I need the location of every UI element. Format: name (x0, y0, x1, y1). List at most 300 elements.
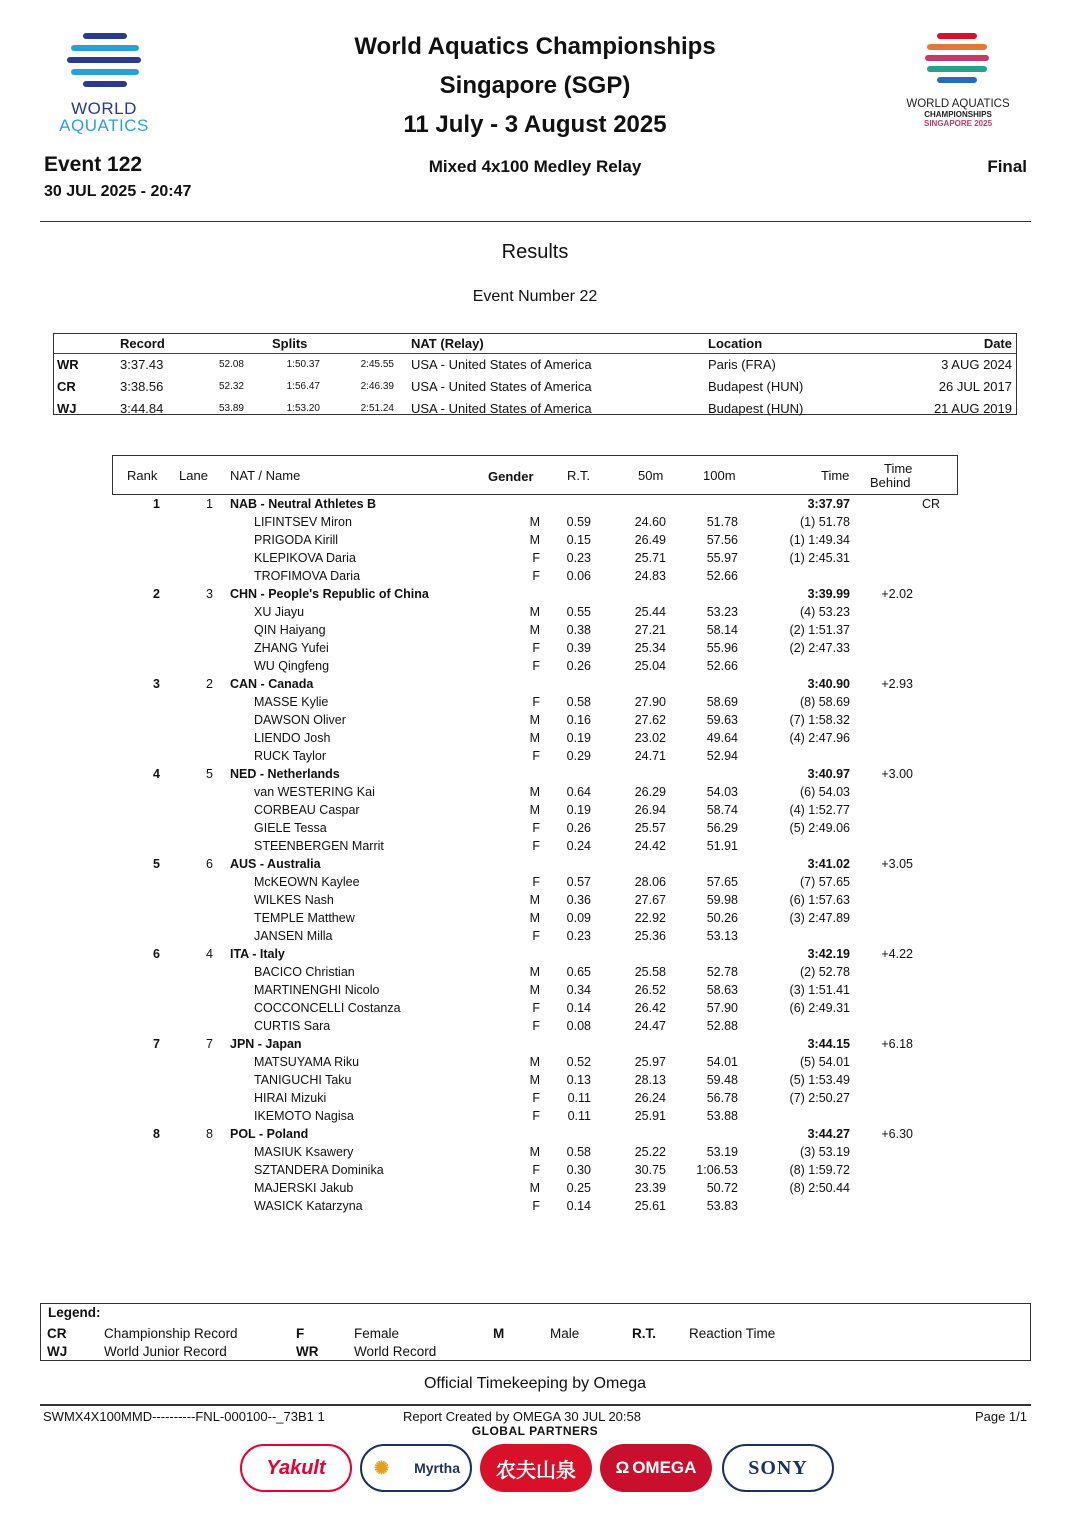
swimmer-split-100m: 53.83 (706, 1199, 738, 1213)
swimmer-gender: F (532, 551, 540, 565)
swimmer-gender: M (529, 713, 540, 727)
legend-code: R.T. (632, 1326, 657, 1341)
swimmer-split-50m: 28.13 (634, 1073, 666, 1087)
swimmer-gender: F (532, 1091, 540, 1105)
legend-desc: Male (550, 1326, 580, 1341)
omega-icon: Ω (615, 1458, 630, 1477)
header-lane: Lane (179, 468, 208, 483)
legend-desc: Reaction Time (689, 1326, 776, 1341)
swimmer-name: MASIUK Ksawery (254, 1145, 354, 1159)
swimmer-reaction-time: 0.24 (566, 839, 591, 853)
swimmer-split-50m: 30.75 (634, 1163, 666, 1177)
swimmer-split-50m: 24.47 (634, 1019, 666, 1033)
swimmer-row (0, 982, 1071, 1000)
swimmer-row (0, 514, 1071, 532)
team-row (0, 676, 1071, 694)
swimmer-gender: F (532, 929, 540, 943)
swimmer-name: MAJERSKI Jakub (254, 1181, 354, 1195)
team-record-badge: CR (921, 497, 940, 511)
swimmer-name: MATSUYAMA Riku (254, 1055, 360, 1069)
team-lane: 2 (206, 677, 213, 691)
records-header-location: Location (708, 336, 763, 351)
swimmer-reaction-time: 0.14 (566, 1199, 591, 1213)
results-body (0, 496, 1071, 1216)
record-row (54, 399, 1016, 420)
team-name: CAN - Canada (230, 677, 314, 691)
swimmer-gender: F (532, 749, 540, 763)
logo-line-1: WORLD AQUATICS (906, 98, 1010, 110)
swimmer-split-50m: 25.58 (634, 965, 666, 979)
record-s3: 2:45.55 (360, 359, 394, 370)
records-header-date: Date (983, 336, 1012, 351)
event-name: Mixed 4x100 Medley Relay (428, 157, 642, 176)
swimmer-gender: F (532, 1199, 540, 1213)
swimmer-row (0, 1090, 1071, 1108)
swimmer-reaction-time: 0.23 (566, 551, 591, 565)
swimmer-split-100m: 59.98 (706, 893, 738, 907)
header-time-behind-1: Time (884, 461, 913, 476)
swimmer-split-50m: 28.06 (634, 875, 666, 889)
swimmer-name: HIRAI Mizuki (254, 1091, 327, 1105)
swimmer-cumulative-time: (5) 1:53.49 (789, 1073, 850, 1087)
swimmer-split-100m: 49.64 (706, 731, 738, 745)
swimmer-reaction-time: 0.34 (566, 983, 591, 997)
swimmer-split-50m: 25.71 (634, 551, 666, 565)
record-nat: USA - United States of America (411, 401, 592, 416)
swimmer-row (0, 802, 1071, 820)
logo-line-2: CHAMPIONSHIPS (924, 110, 992, 119)
swimmer-split-50m: 25.91 (634, 1109, 666, 1123)
swimmer-split-50m: 26.52 (634, 983, 666, 997)
swimmer-row (0, 604, 1071, 622)
footer-divider (40, 1404, 1031, 1406)
swimmer-reaction-time: 0.29 (566, 749, 591, 763)
swimmer-name: CURTIS Sara (254, 1019, 331, 1033)
swimmer-row (0, 820, 1071, 838)
header-gender: Gender (488, 469, 534, 484)
sponsor-yakult-logo (240, 1444, 352, 1492)
swimmer-split-50m: 22.92 (634, 911, 666, 925)
swimmer-cumulative-time: (2) 52.78 (799, 965, 850, 979)
swimmer-name: BACICO Christian (254, 965, 355, 979)
swimmer-name: JANSEN Milla (254, 929, 333, 943)
swimmer-cumulative-time: (7) 57.65 (799, 875, 850, 889)
swimmer-gender: M (529, 731, 540, 745)
team-time: 3:41.02 (807, 857, 850, 871)
team-rank: 2 (153, 587, 160, 601)
record-s1: 52.08 (218, 359, 244, 370)
team-rank: 5 (153, 857, 160, 871)
swimmer-cumulative-time: (1) 51.78 (799, 515, 850, 529)
swimmer-row (0, 910, 1071, 928)
championship-title: World Aquatics Championships (354, 33, 716, 60)
swimmer-reaction-time: 0.15 (566, 533, 591, 547)
team-name: NED - Netherlands (230, 767, 340, 781)
swimmer-name: WASICK Katarzyna (254, 1199, 363, 1213)
swimmer-cumulative-time: (3) 53.19 (799, 1145, 850, 1159)
sponsor-omega-text: OMEGA (632, 1458, 697, 1477)
header-50m: 50m (638, 468, 664, 483)
swimmer-gender: M (529, 803, 540, 817)
swimmer-gender: F (532, 839, 540, 853)
swimmer-row (0, 568, 1071, 586)
swimmer-cumulative-time: (8) 1:59.72 (789, 1163, 850, 1177)
swimmer-cumulative-time: (4) 1:52.77 (789, 803, 850, 817)
swimmer-cumulative-time: (7) 2:50.27 (789, 1091, 850, 1105)
legend-code: M (493, 1326, 505, 1341)
swimmer-split-50m: 24.83 (634, 569, 666, 583)
team-time: 3:42.19 (807, 947, 850, 961)
swimmer-name: DAWSON Oliver (254, 713, 346, 727)
swimmer-gender: M (529, 983, 540, 997)
swimmer-split-100m: 54.01 (706, 1055, 738, 1069)
swimmer-reaction-time: 0.36 (566, 893, 591, 907)
sponsor-yakult-text: Yakult (266, 1456, 326, 1479)
swimmer-gender: F (532, 1019, 540, 1033)
swimmer-name: STEENBERGEN Marrit (254, 839, 384, 853)
team-time-behind: +6.30 (881, 1127, 913, 1141)
swimmer-split-100m: 53.88 (706, 1109, 738, 1123)
team-row (0, 1126, 1071, 1144)
legend-title: Legend: (48, 1305, 101, 1320)
records-header-divider (54, 353, 1016, 354)
team-rank: 7 (153, 1037, 160, 1051)
swimmer-split-50m: 24.60 (634, 515, 666, 529)
swimmer-cumulative-time: (5) 54.01 (799, 1055, 850, 1069)
team-rank: 4 (153, 767, 160, 781)
records-table (53, 333, 1017, 415)
swimmer-split-50m: 25.44 (634, 605, 666, 619)
swimmer-gender: F (532, 1109, 540, 1123)
swimmer-split-100m: 58.63 (706, 983, 738, 997)
swimmer-gender: M (529, 893, 540, 907)
report-code: SWMX4X100MMD----------FNL-000100--_73B1 1 (43, 1409, 325, 1424)
swimmer-row (0, 550, 1071, 568)
swimmer-reaction-time: 0.38 (566, 623, 591, 637)
record-nat: USA - United States of America (411, 357, 592, 372)
results-title: Results (501, 241, 569, 263)
record-nat: USA - United States of America (411, 379, 592, 394)
record-row (54, 355, 1016, 376)
swimmer-split-50m: 25.57 (634, 821, 666, 835)
swimmer-split-100m: 52.88 (706, 1019, 738, 1033)
records-header-record: Record (120, 336, 165, 351)
swimmer-split-50m: 25.04 (634, 659, 666, 673)
swimmer-split-100m: 53.13 (706, 929, 738, 943)
swimmer-split-100m: 59.48 (706, 1073, 738, 1087)
swimmer-split-100m: 53.23 (706, 605, 738, 619)
team-row (0, 496, 1071, 514)
swimmer-row (0, 1162, 1071, 1180)
swimmer-split-100m: 58.69 (706, 695, 738, 709)
swimmer-split-100m: 52.94 (706, 749, 738, 763)
team-time-behind: +4.22 (881, 947, 913, 961)
swimmer-reaction-time: 0.64 (566, 785, 591, 799)
team-lane: 1 (206, 497, 213, 511)
swimmer-gender: M (529, 605, 540, 619)
swimmer-name: WU Qingfeng (254, 659, 330, 673)
swimmer-row (0, 1054, 1071, 1072)
swimmer-split-50m: 26.49 (634, 533, 666, 547)
swimmer-name: MARTINENGHI Nicolo (254, 983, 380, 997)
swimmer-row (0, 1144, 1071, 1162)
header-time-behind-2: Behind (870, 475, 911, 490)
swimmer-row (0, 892, 1071, 910)
swimmer-split-100m: 52.78 (706, 965, 738, 979)
swimmer-reaction-time: 0.16 (566, 713, 591, 727)
swimmer-name: KLEPIKOVA Daria (254, 551, 356, 565)
swimmer-split-50m: 25.97 (634, 1055, 666, 1069)
swimmer-split-100m: 51.91 (706, 839, 738, 853)
swimmer-split-50m: 25.22 (634, 1145, 666, 1159)
record-location: Budapest (HUN) (708, 401, 804, 416)
swimmer-cumulative-time: (3) 1:51.41 (789, 983, 850, 997)
team-name: ITA - Italy (230, 947, 285, 961)
team-time: 3:39.99 (807, 587, 850, 601)
team-row (0, 586, 1071, 604)
team-time: 3:37.97 (807, 497, 850, 511)
swimmer-reaction-time: 0.11 (567, 1091, 591, 1105)
team-lane: 8 (206, 1127, 213, 1141)
swimmer-split-50m: 23.02 (634, 731, 666, 745)
team-lane: 3 (206, 587, 213, 601)
sponsor-nongfu-text: 农夫山泉 (496, 1459, 576, 1482)
swimmer-split-100m: 55.96 (706, 641, 738, 655)
swimmer-gender: M (529, 965, 540, 979)
record-time: 3:37.43 (120, 357, 164, 372)
legend-code: WJ (47, 1344, 68, 1359)
header-time: Time (821, 468, 850, 483)
swimmer-reaction-time: 0.13 (566, 1073, 591, 1087)
results-subtitle: Event Number 22 (472, 288, 598, 305)
swimmer-split-50m: 25.36 (634, 929, 666, 943)
swimmer-name: QIN Haiyang (254, 623, 326, 637)
event-number: Event 122 (44, 153, 143, 176)
swimmer-row (0, 694, 1071, 712)
swimmer-split-100m: 58.74 (706, 803, 738, 817)
swimmer-row (0, 712, 1071, 730)
team-lane: 7 (206, 1037, 213, 1051)
swimmer-name: WILKES Nash (254, 893, 334, 907)
swimmer-split-100m: 50.72 (706, 1181, 738, 1195)
swimmer-split-100m: 54.03 (706, 785, 738, 799)
record-date: 3 AUG 2024 (941, 357, 1012, 372)
swimmer-cumulative-time: (2) 2:47.33 (789, 641, 850, 655)
swimmer-cumulative-time: (4) 2:47.96 (789, 731, 850, 745)
swimmer-split-100m: 57.90 (706, 1001, 738, 1015)
swimmer-gender: F (532, 821, 540, 835)
team-lane: 4 (206, 947, 213, 961)
swimmer-cumulative-time: (4) 53.23 (799, 605, 850, 619)
swimmer-row (0, 784, 1071, 802)
swimmer-gender: F (532, 1001, 540, 1015)
swimmer-reaction-time: 0.25 (566, 1181, 591, 1195)
logo-line-1: WORLD (71, 99, 137, 118)
swimmer-reaction-time: 0.11 (567, 1109, 591, 1123)
swimmer-split-50m: 26.94 (634, 803, 666, 817)
swimmer-split-50m: 27.21 (634, 623, 666, 637)
logo-line-3: SINGAPORE 2025 (923, 119, 993, 128)
team-row (0, 946, 1071, 964)
swimmer-split-50m: 25.61 (634, 1199, 666, 1213)
logo-line-2: AQUATICS (59, 116, 149, 135)
swimmer-reaction-time: 0.19 (566, 803, 591, 817)
swimmer-gender: M (529, 623, 540, 637)
swimmer-gender: F (532, 1163, 540, 1177)
swimmer-split-100m: 56.78 (706, 1091, 738, 1105)
swimmer-gender: M (529, 1145, 540, 1159)
swimmer-row (0, 532, 1071, 550)
sun-icon: ✺ (374, 1458, 390, 1478)
swimmer-row (0, 730, 1071, 748)
page-number: Page 1/1 (974, 1409, 1027, 1424)
swimmer-reaction-time: 0.14 (566, 1001, 591, 1015)
team-time-behind: +3.05 (881, 857, 913, 871)
swimmer-gender: F (532, 695, 540, 709)
record-location: Budapest (HUN) (708, 379, 804, 394)
swimmer-name: LIFINTSEV Miron (254, 515, 352, 529)
swimmer-gender: M (529, 1055, 540, 1069)
swimmer-split-50m: 24.71 (634, 749, 666, 763)
swimmer-row (0, 748, 1071, 766)
swimmer-name: RUCK Taylor (254, 749, 327, 763)
sponsor-omega-logo (600, 1444, 712, 1492)
swimmer-split-50m: 27.90 (634, 695, 666, 709)
record-s2: 1:50.37 (286, 359, 320, 370)
record-s1: 53.89 (218, 403, 244, 414)
team-rank: 6 (153, 947, 160, 961)
swimmer-name: LIENDO Josh (254, 731, 331, 745)
record-code: WJ (57, 401, 77, 416)
swimmer-row (0, 838, 1071, 856)
swimmer-gender: M (529, 911, 540, 925)
results-table-header (112, 455, 958, 495)
swimmer-row (0, 964, 1071, 982)
swimmer-gender: M (529, 533, 540, 547)
swimmer-name: MASSE Kylie (254, 695, 329, 709)
record-time: 3:38.56 (120, 379, 164, 394)
swimmer-gender: M (529, 785, 540, 799)
sponsor-myrtha-logo (360, 1444, 472, 1492)
team-time-behind: +2.93 (881, 677, 913, 691)
swimmer-split-50m: 26.29 (634, 785, 666, 799)
legend-desc: World Junior Record (104, 1344, 227, 1359)
swimmer-split-100m: 56.29 (706, 821, 738, 835)
swimmer-cumulative-time: (3) 2:47.89 (789, 911, 850, 925)
championship-location: Singapore (SGP) (439, 72, 631, 99)
record-s3: 2:46.39 (360, 381, 394, 392)
report-created: Report Created by OMEGA 30 JUL 20:58 (403, 1409, 641, 1424)
team-time: 3:44.15 (807, 1037, 850, 1051)
swimmer-split-100m: 57.56 (706, 533, 738, 547)
swimmer-cumulative-time: (8) 58.69 (799, 695, 850, 709)
team-row (0, 856, 1071, 874)
swimmer-reaction-time: 0.57 (566, 875, 591, 889)
swimmer-row (0, 1198, 1071, 1216)
records-header-splits: Splits (272, 336, 308, 351)
championship-dates: 11 July - 3 August 2025 (403, 111, 667, 138)
swimmer-split-100m: 58.14 (706, 623, 738, 637)
team-time-behind: +6.18 (881, 1037, 913, 1051)
swimmer-split-50m: 26.24 (634, 1091, 666, 1105)
swimmer-split-50m: 27.62 (634, 713, 666, 727)
swimmer-cumulative-time: (2) 1:51.37 (789, 623, 850, 637)
records-header-nat: NAT (Relay) (411, 336, 484, 351)
team-row (0, 766, 1071, 784)
swimmer-cumulative-time: (6) 1:57.63 (789, 893, 850, 907)
swimmer-row (0, 1000, 1071, 1018)
header-100m: 100m (703, 468, 736, 483)
swimmer-row (0, 640, 1071, 658)
record-row (54, 377, 1016, 398)
sponsor-sony-logo (722, 1444, 834, 1492)
swimmer-name: XU Jiayu (254, 605, 305, 619)
team-rank: 3 (153, 677, 160, 691)
team-lane: 6 (206, 857, 213, 871)
team-name: NAB - Neutral Athletes B (230, 497, 377, 511)
swimmer-reaction-time: 0.65 (566, 965, 591, 979)
swimmer-name: TEMPLE Matthew (254, 911, 355, 925)
event-datetime: 30 JUL 2025 - 20:47 (44, 183, 192, 200)
partners-title: GLOBAL PARTNERS (471, 1424, 599, 1438)
swimmer-row (0, 1180, 1071, 1198)
team-time: 3:44.27 (807, 1127, 850, 1141)
swimmer-gender: F (532, 641, 540, 655)
swimmer-reaction-time: 0.58 (566, 1145, 591, 1159)
header-rank: Rank (127, 468, 158, 483)
swimmer-split-50m: 23.39 (634, 1181, 666, 1195)
swimmer-cumulative-time: (6) 2:49.31 (789, 1001, 850, 1015)
record-time: 3:44.84 (120, 401, 164, 416)
record-location: Paris (FRA) (708, 357, 776, 372)
team-rank: 8 (153, 1127, 160, 1141)
swimmer-name: COCCONCELLI Costanza (254, 1001, 401, 1015)
header-rt: R.T. (567, 468, 591, 483)
team-name: CHN - People's Republic of China (230, 587, 429, 601)
swimmer-reaction-time: 0.30 (566, 1163, 591, 1177)
swimmer-reaction-time: 0.09 (566, 911, 591, 925)
swimmer-row (0, 1072, 1071, 1090)
swimmer-reaction-time: 0.26 (566, 659, 591, 673)
swimmer-split-50m: 27.67 (634, 893, 666, 907)
record-s2: 1:56.47 (286, 381, 320, 392)
championships-logo (888, 28, 1028, 138)
legend-desc: World Record (354, 1344, 437, 1359)
legend-desc: Female (354, 1326, 400, 1341)
swimmer-split-50m: 26.42 (634, 1001, 666, 1015)
legend-code: CR (47, 1326, 67, 1341)
swimmer-reaction-time: 0.55 (566, 605, 591, 619)
swimmer-row (0, 1108, 1071, 1126)
swimmer-gender: F (532, 875, 540, 889)
swimmer-name: TANIGUCHI Taku (254, 1073, 352, 1087)
team-time: 3:40.97 (807, 767, 850, 781)
swimmer-name: IKEMOTO Nagisa (254, 1109, 354, 1123)
swimmer-cumulative-time: (8) 2:50.44 (789, 1181, 850, 1195)
swimmer-cumulative-time: (1) 1:49.34 (789, 533, 850, 547)
record-s2: 1:53.20 (286, 403, 320, 414)
swimmer-split-100m: 50.26 (706, 911, 738, 925)
swimmer-reaction-time: 0.06 (566, 569, 591, 583)
swimmer-gender: F (532, 569, 540, 583)
legend-box (40, 1303, 1031, 1361)
swimmer-reaction-time: 0.26 (566, 821, 591, 835)
swimmer-name: GIELE Tessa (254, 821, 327, 835)
swimmer-reaction-time: 0.52 (566, 1055, 591, 1069)
team-row (0, 1036, 1071, 1054)
team-name: AUS - Australia (230, 857, 321, 871)
swimmer-split-100m: 59.63 (706, 713, 738, 727)
